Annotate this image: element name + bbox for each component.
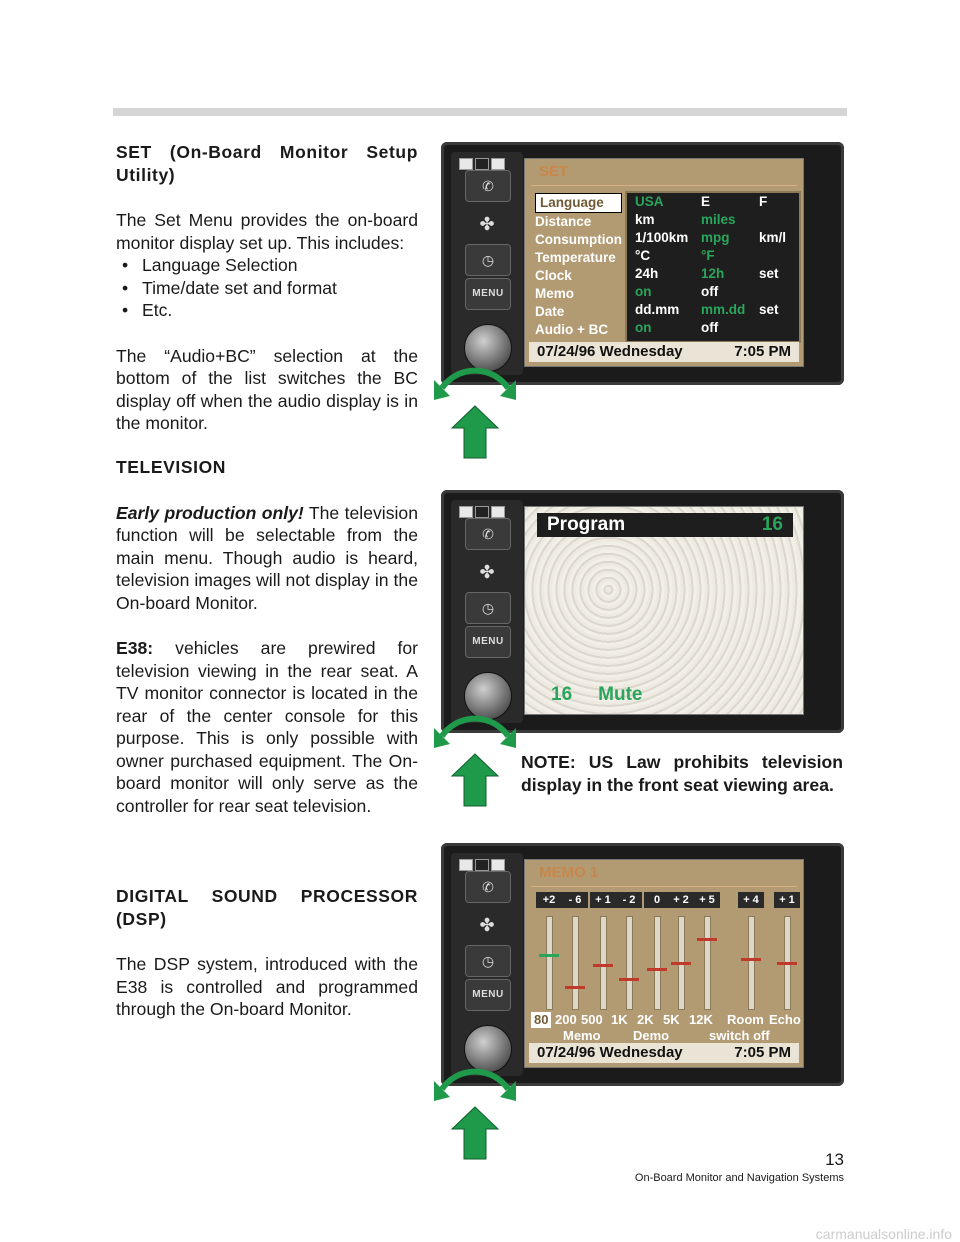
option-row xyxy=(627,319,799,337)
phone-button[interactable] xyxy=(465,170,511,202)
clock-icon: ◷ xyxy=(481,953,495,969)
clock-button[interactable] xyxy=(465,945,511,977)
mute-label: Mute xyxy=(598,684,643,705)
menu-item-temperature[interactable]: Temperature xyxy=(535,250,616,265)
level-values xyxy=(531,892,797,908)
option-value[interactable]: miles xyxy=(701,212,736,227)
slider-handle[interactable] xyxy=(539,954,559,957)
frequency-label: 1K xyxy=(611,1012,628,1027)
clock-icon: ◷ xyxy=(481,252,495,268)
tv-heading: TELEVISION xyxy=(116,457,227,477)
frequency-label: Room xyxy=(727,1012,764,1027)
us-law-note: NOTE: US Law prohibits television display in the front seat viewing area. xyxy=(521,752,843,795)
status-time: 7:05 PM xyxy=(734,343,791,360)
phone-icon: ✆ xyxy=(482,526,494,542)
clock-button[interactable] xyxy=(465,592,511,624)
dsp-screen xyxy=(524,859,804,1068)
indicator-icon xyxy=(491,859,505,871)
e38-label: E38: xyxy=(116,638,154,658)
level-value: - 6 xyxy=(562,892,588,908)
tv-early-paragraph xyxy=(116,502,418,615)
program-label: Program xyxy=(547,514,626,535)
option-row xyxy=(627,283,799,301)
slider-handle[interactable] xyxy=(777,962,797,965)
eq-slider[interactable] xyxy=(704,916,711,1010)
slider-handle[interactable] xyxy=(619,978,639,981)
option-value[interactable]: off xyxy=(701,284,719,299)
option-value[interactable]: 12h xyxy=(701,266,725,281)
eq-slider[interactable] xyxy=(748,916,755,1010)
tv-status xyxy=(551,684,668,706)
bullet-item: • Language Selection xyxy=(116,254,418,277)
menu-item-audio-bc[interactable]: Audio + BC xyxy=(535,322,609,337)
slider-handle[interactable] xyxy=(593,964,613,967)
indicator-icon xyxy=(459,506,473,518)
status-time: 7:05 PM xyxy=(734,1044,791,1061)
option-row xyxy=(627,301,799,319)
tv-section xyxy=(116,456,418,817)
option-value[interactable]: mm.dd xyxy=(701,302,746,317)
option-value[interactable]: km/l xyxy=(759,230,787,245)
slider-handle[interactable] xyxy=(647,968,667,971)
channel-number: 16 xyxy=(551,684,573,705)
title-divider xyxy=(531,185,797,186)
knob-arrows-icon xyxy=(420,1019,530,1179)
option-value[interactable] xyxy=(759,247,799,265)
phone-button[interactable] xyxy=(465,871,511,903)
menu-item-clock[interactable]: Clock xyxy=(535,268,572,283)
menu-item-consumption[interactable]: Consumption xyxy=(535,232,622,247)
frequency-label: 2K xyxy=(637,1012,654,1027)
slider-handle[interactable] xyxy=(697,938,717,941)
indicator-icon xyxy=(459,859,473,871)
clock-button[interactable] xyxy=(465,244,511,276)
early-production-label: Early production only! xyxy=(116,502,304,523)
eq-slider[interactable] xyxy=(600,916,607,1010)
eq-slider[interactable] xyxy=(572,916,579,1010)
tv-e38-paragraph xyxy=(116,637,418,817)
tv-screen xyxy=(524,506,804,715)
early-production-text: The television function will be selectable from the main menu. Though audio is heard, television images will not display in the On-board Monitor. xyxy=(116,502,418,613)
level-value: + 4 xyxy=(738,892,764,908)
level-value: + 2 xyxy=(668,892,694,908)
option-row xyxy=(627,265,799,283)
frequency-label: 80 xyxy=(531,1012,551,1028)
set-bullets xyxy=(116,254,418,322)
option-value[interactable] xyxy=(759,211,799,229)
option-value[interactable]: set xyxy=(759,266,779,281)
page-footer: On-Board Monitor and Navigation Systems xyxy=(634,1172,844,1184)
frequency-label: 12K xyxy=(689,1012,713,1027)
knob-arrows-icon xyxy=(420,318,530,478)
fan-icon: ✤ xyxy=(479,214,495,234)
slider-handle[interactable] xyxy=(565,986,585,989)
frequency-label: 200 xyxy=(555,1012,577,1027)
set-intro: The Set Menu provides the on-board monitor display set up. This includes: xyxy=(116,210,418,253)
slider-handle[interactable] xyxy=(741,958,761,961)
frequency-label: 5K xyxy=(663,1012,680,1027)
option-value[interactable]: off xyxy=(701,320,719,335)
option-value[interactable]: on xyxy=(635,320,652,335)
indicator-icon xyxy=(491,158,505,170)
dsp-heading: DIGITAL SOUND PROCESSOR (DSP) xyxy=(116,886,418,929)
fan-icon: ✤ xyxy=(479,915,495,935)
top-divider-bar xyxy=(113,108,847,116)
indicator-icon xyxy=(475,506,489,518)
slider-handle[interactable] xyxy=(671,962,691,965)
status-date: 07/24/96 Wednesday xyxy=(537,343,683,360)
indicator-icon xyxy=(475,158,489,170)
option-row xyxy=(627,247,799,265)
level-value: - 2 xyxy=(616,892,642,908)
menu-button[interactable]: MENU xyxy=(465,626,511,658)
option-value[interactable]: USA xyxy=(635,194,664,209)
option-value[interactable]: mpg xyxy=(701,230,730,245)
option-value[interactable] xyxy=(759,283,799,301)
program-number: 16 xyxy=(761,514,783,535)
bullet-item: • Time/date set and format xyxy=(116,277,418,300)
indicator-icon xyxy=(491,506,505,518)
option-value[interactable]: dd.mm xyxy=(635,302,680,317)
status-date: 07/24/96 Wednesday xyxy=(537,1044,683,1061)
dsp-paragraph: The DSP system, introduced with the E38 is controlled and programmed through the On-board Monitor. xyxy=(116,954,418,1019)
set-screen xyxy=(524,158,804,367)
bullet-item: • Etc. xyxy=(116,299,418,322)
frequency-labels xyxy=(531,1012,801,1028)
phone-icon: ✆ xyxy=(482,879,494,895)
option-value[interactable]: °F xyxy=(701,248,715,263)
menu-item-language[interactable]: Language xyxy=(535,193,622,213)
option-row xyxy=(627,229,799,247)
knob-arrows-icon xyxy=(420,666,530,826)
eq-slider[interactable] xyxy=(654,916,661,1010)
eq-slider[interactable] xyxy=(546,916,553,1010)
title-divider xyxy=(531,886,797,887)
option-value[interactable]: E xyxy=(701,194,711,209)
watermark: carmanualsonline.info xyxy=(815,1226,952,1242)
set-paragraph: The “Audio+BC” selection at the bottom of the list switches the BC display off when the audio display is in the monitor. xyxy=(116,345,418,433)
set-section xyxy=(116,141,418,435)
option-value[interactable] xyxy=(759,319,799,337)
level-value: + 1 xyxy=(774,892,800,908)
sub-label-memo: Memo xyxy=(563,1028,601,1043)
frequency-label: 500 xyxy=(581,1012,603,1027)
status-bar xyxy=(529,1043,799,1063)
status-bar xyxy=(529,342,799,362)
indicator-icon xyxy=(459,158,473,170)
phone-icon: ✆ xyxy=(482,178,494,194)
option-value[interactable]: °C xyxy=(635,248,651,263)
level-value: 0 xyxy=(644,892,670,908)
option-value[interactable]: set xyxy=(759,302,779,317)
option-row xyxy=(627,193,799,211)
menu-item-memo[interactable]: Memo xyxy=(535,286,575,301)
option-value[interactable]: F xyxy=(759,194,768,209)
level-value: + 5 xyxy=(694,892,720,908)
phone-button[interactable] xyxy=(465,518,511,550)
options-panel xyxy=(625,191,801,343)
option-value[interactable]: 1/100km xyxy=(635,230,689,245)
clock-icon: ◷ xyxy=(481,600,495,616)
menu-button[interactable]: MENU xyxy=(465,278,511,310)
option-value[interactable]: on xyxy=(635,284,652,299)
dsp-section xyxy=(116,885,418,1021)
frequency-label: Echo xyxy=(769,1012,801,1027)
set-heading: SET (On-Board Monitor Setup Utility) xyxy=(116,142,418,185)
menu-item-distance[interactable]: Distance xyxy=(535,214,592,229)
e38-text: vehicles are prewired for television viewing in the rear seat. A TV monitor connector is located in the rear of the center console for this purpose. This is only possible with owner purchased equipment. The On-board monitor will only serve as the controller for rear seat television. xyxy=(116,638,418,816)
menu-button[interactable]: MENU xyxy=(465,979,511,1011)
program-bar xyxy=(537,513,793,537)
sub-label-demo: Demo xyxy=(633,1028,670,1043)
set-menu-list xyxy=(535,193,622,339)
level-value: + 1 xyxy=(590,892,616,908)
sub-label-switch-off: switch off xyxy=(709,1028,770,1043)
eq-slider[interactable] xyxy=(626,916,633,1010)
page-number: 13 xyxy=(825,1150,844,1169)
level-value: +2 xyxy=(536,892,562,908)
fan-icon: ✤ xyxy=(479,562,495,582)
option-value[interactable]: km xyxy=(635,212,655,227)
option-value[interactable]: 24h xyxy=(635,266,659,281)
indicator-icon xyxy=(475,859,489,871)
screen-title: SET xyxy=(539,163,569,180)
option-row xyxy=(627,211,799,229)
menu-item-date[interactable]: Date xyxy=(535,304,565,319)
screen-title: MEMO 1 xyxy=(539,864,599,881)
